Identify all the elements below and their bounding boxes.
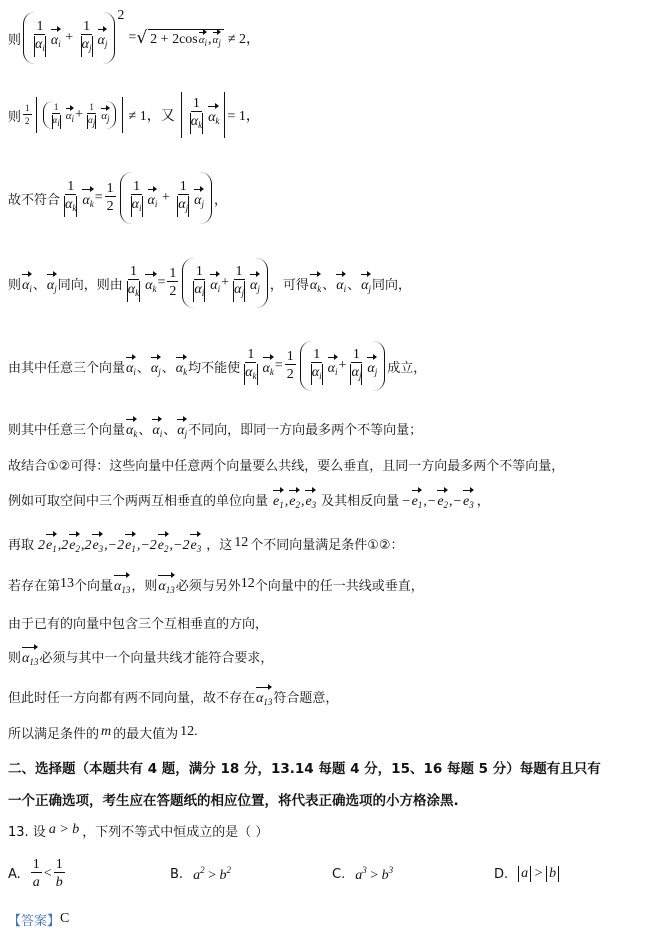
question-13-stem xyxy=(8,818,650,842)
option-expr: $a^2 > b^2$ xyxy=(193,864,231,883)
text: 同向， xyxy=(371,277,411,293)
opposite-vectors: $-e_1,-e_2,-e_3$ xyxy=(401,488,475,510)
vector-alpha-k: $\alpha_k$ xyxy=(82,187,93,209)
number: 12 xyxy=(240,576,255,591)
fraction: $\frac{1}{b}$ xyxy=(55,857,63,890)
line-14 xyxy=(8,720,650,744)
vector-alpha-j: $\alpha_j$ xyxy=(367,355,377,377)
option-b[interactable] xyxy=(170,862,231,886)
half-fraction: $\frac{1}{2}$ xyxy=(169,266,177,299)
text: 个向量 xyxy=(74,578,114,594)
option-label: D. xyxy=(494,866,509,882)
vector-alpha-i: $\alpha_i$ xyxy=(152,417,162,439)
text: ，这 xyxy=(206,537,233,553)
vector-alpha-j: $\alpha_j$ xyxy=(47,272,57,294)
vector-alpha-i: $\alpha_i$ xyxy=(336,272,346,294)
vector-alpha-j: $\alpha_j$ xyxy=(177,417,187,439)
vector-alpha-k: $\alpha_k$ xyxy=(310,272,321,294)
text: 故结合①②可得：这些向量中任意两个向量要么共线，要么垂直，且同一方向最多两个不等向量， xyxy=(8,458,565,474)
text: 符合题意， xyxy=(273,690,339,706)
neq-two: ≠ 2， xyxy=(227,32,261,47)
text: 例如可取空间中三个两两互相垂直的单位向量 xyxy=(8,493,269,509)
line-7 xyxy=(8,452,650,476)
line-13 xyxy=(8,682,650,710)
comma: ， xyxy=(214,192,228,208)
equals: = xyxy=(128,30,137,45)
vector-alpha-j: $\alpha_j$ xyxy=(194,187,204,209)
text-then: 则 xyxy=(8,109,22,125)
paren-group: $\frac{1}{\alpha_i}$ $\alpha_i$ + $\frac{1}{\alpha_j}$ $\alpha_j$ xyxy=(120,172,212,224)
vector-alpha-i: $\alpha_i$ xyxy=(51,27,61,49)
text: 必须与其中一个向量共线才能符合要求， xyxy=(39,650,274,666)
text-not-satisfy: 故不符合 xyxy=(8,192,61,208)
sqrt-text: 2 + 2cos xyxy=(150,31,198,47)
text: ，可得 xyxy=(269,277,309,293)
option-label: A. xyxy=(8,866,21,882)
vector-alpha-i: $\alpha_i$ xyxy=(210,272,220,294)
answer-value: 12. xyxy=(180,724,198,739)
text: 则其中任意三个向量 xyxy=(8,422,126,438)
section-title-cont: 一个正确选项，考生应在答题纸的相应位置，将代表正确选项的小方格涂黑. xyxy=(8,793,459,809)
vector-alpha-j: $\alpha_j$ xyxy=(98,27,108,49)
section-heading-line-1 xyxy=(8,754,650,780)
text: 由于已有的向量中包含三个互相垂直的方向， xyxy=(8,616,269,632)
answer-value: C xyxy=(60,911,70,926)
number: 13 xyxy=(60,576,75,591)
vector-alpha-k: $\alpha_k$ xyxy=(176,355,187,377)
line-5: 由其中任意三个向量 $\alpha_i$ 、 $\alpha_j$ 、 $\alpha_k$ 均不能使 $\frac{1}{\alpha_k}$ $\alpha_k$ = $\frac{1}{2}$ $\frac{1}{\alpha_i}$ $\alpha_i$ + $\frac{1}{\alpha_j}$ $\alpha_j$ 成立， xyxy=(8,336,650,396)
fraction: $\frac{1}{\alpha_k}$ xyxy=(242,347,259,385)
line-2 xyxy=(8,90,650,140)
vector-alpha-13: $\alpha_{13}$ xyxy=(158,573,174,595)
abs-group xyxy=(181,92,226,138)
vector-alpha-i: $\alpha_i$ xyxy=(126,355,136,377)
abs-group: $\frac{1}{\alpha_i}$ $\alpha_i$ + $\frac{1}{\alpha_j}$ $\alpha_j$ xyxy=(36,97,123,133)
paren-group: $\frac{1}{\alpha_i}$ $\alpha_i$ + $\frac{1}{\alpha_j}$ $\alpha_j$ xyxy=(300,341,385,391)
twelve-vectors: $2e_1,2e_2,2e_3,-2e_1,-2e_2,-2e_3$ xyxy=(38,532,202,554)
vector-alpha-j: $\alpha_j$ xyxy=(101,106,109,124)
eq-one: = 1， xyxy=(227,109,260,124)
text: 由其中任意三个向量 xyxy=(8,360,126,376)
comma: , xyxy=(208,31,212,47)
fraction: $\frac{1}{\alpha_j}$ xyxy=(79,19,95,57)
fraction: $\frac{1}{\alpha_k}$ xyxy=(62,179,79,217)
sqrt-icon: √ xyxy=(136,28,148,48)
half-fraction: $\frac{1}{2}$ xyxy=(106,181,114,214)
fraction: $\frac{1}{\alpha_j}$ xyxy=(231,264,247,302)
text: ，则 xyxy=(131,578,158,594)
text: 、 xyxy=(347,277,361,293)
vector-alpha-k: $\alpha_k$ xyxy=(263,355,274,377)
line-1 xyxy=(8,8,650,68)
vector-alpha-i: $\alpha_i$ xyxy=(199,30,207,48)
option-label: C. xyxy=(332,866,346,882)
vector-alpha-k: $\alpha_k$ xyxy=(126,417,137,439)
vector-alpha-13: $\alpha_{13}$ xyxy=(256,685,272,707)
text-then: 则 xyxy=(8,32,22,48)
equals: = xyxy=(94,190,103,205)
vector-alpha-13: $\alpha_{13}$ xyxy=(114,573,130,595)
text: 个不同向量满足条件①②： xyxy=(250,537,404,553)
vector-alpha-k: $\alpha_k$ xyxy=(145,272,156,294)
line-11 xyxy=(8,610,650,634)
line-6 xyxy=(8,414,650,442)
option-d[interactable] xyxy=(494,862,559,886)
text: 不同向，即同一方向最多两个不等向量； xyxy=(188,422,423,438)
vector-alpha-j: $\alpha_j$ xyxy=(250,272,260,294)
line-9 xyxy=(8,528,650,558)
fraction: $\frac{1}{a}$ xyxy=(32,857,40,890)
text: 必须与另外 xyxy=(175,578,241,594)
text: 成立， xyxy=(387,360,427,376)
sqrt-body xyxy=(148,29,224,48)
half-fraction: $\frac{1}{2}$ xyxy=(286,349,294,382)
text: 、 xyxy=(161,360,175,376)
fraction: $\frac{1}{\alpha_k}$ xyxy=(125,264,142,302)
line-3 xyxy=(8,168,650,228)
text: 同向，则由 xyxy=(57,277,123,293)
line-10 xyxy=(8,570,650,598)
option-c[interactable] xyxy=(332,862,393,886)
text: ， xyxy=(476,493,490,509)
text: 再取 xyxy=(8,537,35,553)
fraction: $\frac{1}{\alpha_i}$ xyxy=(309,347,325,385)
paren-group: $\frac{1}{\alpha_i}$ $\alpha_i$ + $\frac{1}{\alpha_j}$ $\alpha_j$ xyxy=(23,12,115,64)
unit-vectors: $e_1,e_2,e_3$ xyxy=(272,488,317,510)
number: 12 xyxy=(234,535,249,550)
fraction: $\frac{1}{\alpha_i}$ xyxy=(129,179,145,217)
question-text: ，下列不等式中恒成立的是（ ） xyxy=(82,824,269,840)
text: 、 xyxy=(322,277,336,293)
fraction: $\frac{1}{\alpha_i}$ xyxy=(52,101,60,128)
vector-alpha-i: $\alpha_i$ xyxy=(148,187,158,209)
variable-m: m xyxy=(101,724,112,739)
text: 、 xyxy=(138,422,152,438)
fraction: $\frac{1}{\alpha_j}$ xyxy=(348,347,364,385)
text: 所以满足条件的 xyxy=(8,726,100,742)
text: 、 xyxy=(163,422,177,438)
text: 、 xyxy=(32,277,46,293)
text: 但此时任一方向都有两不同向量，故不存在 xyxy=(8,690,256,706)
text: 均不能使 xyxy=(188,360,241,376)
answer-line xyxy=(8,908,650,930)
fraction: $\frac{1}{\alpha_i}$ xyxy=(32,19,48,57)
text: 的最大值为 xyxy=(113,726,179,742)
line-12 xyxy=(8,642,650,670)
line-8 xyxy=(8,484,650,514)
exponent: 2 xyxy=(117,8,125,23)
text: 及其相反向量 xyxy=(321,493,400,509)
line-4: 则 $\alpha_i$ 、 $\alpha_j$ 同向，则由 $\frac{1}{\alpha_k}$ $\alpha_k$ = $\frac{1}{2}$ $\frac{1}{\alpha_i}$ $\alpha_i$ + $\frac{1}{\alpha_j}$ $\alpha_j$ ，可得 $\alpha_k$ 、 $\alpha_i$ 、 $\alpha_j$ 同向， xyxy=(8,253,650,313)
text: 若存在第 xyxy=(8,578,61,594)
condition: a > b xyxy=(48,822,80,837)
vector-alpha-k: $\alpha_k$ xyxy=(208,104,219,126)
neq-one: ≠ 1，又 xyxy=(128,109,175,124)
vector-alpha-i: $\alpha_i$ xyxy=(328,355,338,377)
answer-tag: 【答案】 xyxy=(8,913,61,929)
text: 、 xyxy=(136,360,150,376)
question-number: 13. 设 xyxy=(8,824,46,840)
option-label: B. xyxy=(170,866,184,882)
vector-alpha-i: $\alpha_i$ xyxy=(66,106,74,124)
fraction: $\frac{1}{\alpha_k}$ xyxy=(188,96,205,134)
vector-alpha-13: $\alpha_{13}$ xyxy=(22,645,38,667)
half-fraction: $\frac{1}{2}$ xyxy=(25,103,30,126)
paren-group: $\frac{1}{\alpha_i}$ $\alpha_i$ + $\frac{1}{\alpha_j}$ $\alpha_j$ xyxy=(182,258,267,308)
option-a[interactable]: A. $\frac{1}{a}$ < $\frac{1}{b}$ xyxy=(8,857,63,890)
option-expr: $a^3 > b^3$ xyxy=(355,864,394,883)
fraction: $\frac{1}{\alpha_i}$ xyxy=(191,264,207,302)
text: 则 xyxy=(8,650,22,666)
section-title: 二、选择题（本题共有 4 题，满分 18 分，13.14 每题 4 分，15、16 每题 5 分）每题有且只有 xyxy=(8,761,601,777)
vector-alpha-j: $\alpha_j$ xyxy=(361,272,371,294)
vector-alpha-i: $\alpha_i$ xyxy=(22,272,32,294)
vector-alpha-j: $\alpha_j$ xyxy=(213,30,221,48)
vector-alpha-j: $\alpha_j$ xyxy=(151,355,161,377)
text: 个向量中的任一共线或垂直， xyxy=(254,578,424,594)
section-heading-line-2 xyxy=(8,786,650,812)
text: 则 xyxy=(8,277,22,293)
fraction: $\frac{1}{\alpha_j}$ xyxy=(87,101,96,128)
fraction: $\frac{1}{\alpha_j}$ xyxy=(175,179,191,217)
option-expr: a > b xyxy=(518,866,559,882)
